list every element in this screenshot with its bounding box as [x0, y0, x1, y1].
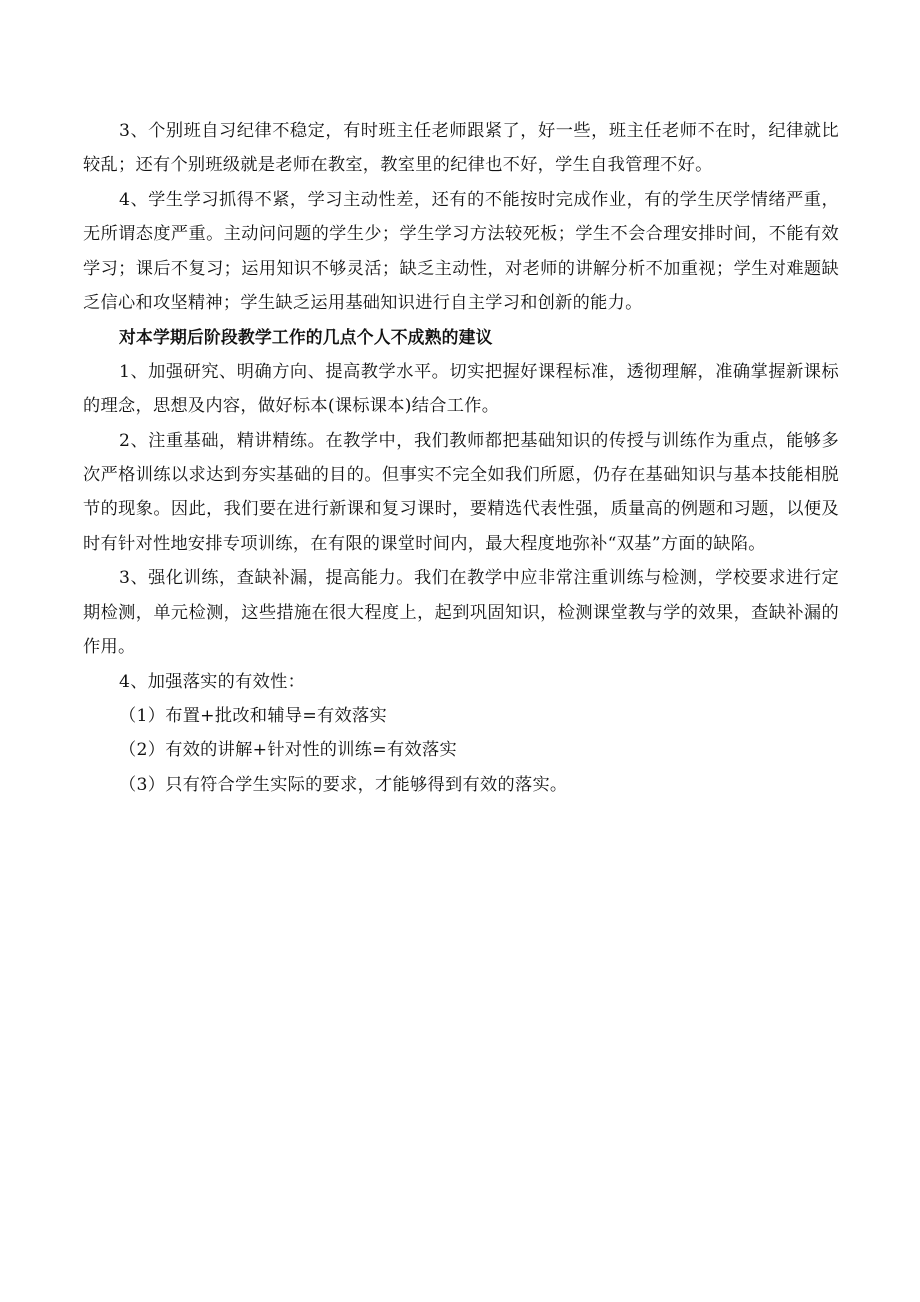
suggestion-2: 2、注重基础，精讲精练。在教学中，我们教师都把基础知识的传授与训练作为重点，能够多次严格训练以求达到夯实基础的目的。但事实不完全如我们所愿，仍存在基础知识与基本技能相脱节的现象。因此，我们要在进行新课和复习课时，要精选代表性强，质量高的例题和习题，以便及时有针对性地安排专项训练，在有限的课堂时间内，最大程度地弥补“双基”方面的缺陷。 — [83, 430, 839, 554]
document-page — [83, 114, 839, 802]
paragraph-learning-attitude: 4、学生学习抓得不紧，学习主动性差，还有的不能按时完成作业，有的学生厌学情绪严重，无所谓态度严重。主动问问题的学生少；学生学习方法较死板；学生不会合理安排时间，不能有效学习；课后不复习；运用知识不够灵活；缺乏主动性，对老师的讲解分析不加重视；学生对难题缺乏信心和攻坚精神；学生缺乏运用基础知识进行自主学习和创新的能力。 — [83, 189, 839, 314]
suggestion-4: 4、加强落实的有效性： — [119, 671, 306, 692]
section-heading: 对本学期后阶段教学工作的几点个人不成熟的建议 — [119, 327, 493, 348]
effectiveness-item-3: （3）只有符合学生实际的要求，才能够得到有效的落实。 — [119, 774, 568, 795]
effectiveness-item-1: （1）布置+批改和辅导=有效落实 — [119, 705, 387, 726]
paragraph-discipline: 3、个别班自习纪律不稳定，有时班主任老师跟紧了，好一些，班主任老师不在时，纪律就比较乱；还有个别班级就是老师在教室，教室里的纪律也不好，学生自我管理不好。 — [83, 121, 839, 176]
suggestion-3: 3、强化训练，查缺补漏，提高能力。我们在教学中应非常注重训练与检测，学校要求进行定期检测，单元检测，这些措施在很大程度上，起到巩固知识，检测课堂教与学的效果，查缺补漏的作用。 — [83, 568, 839, 658]
suggestion-1: 1、加强研究、明确方向、提高教学水平。切实把握好课程标准，透彻理解，准确掌握新课标的理念，思想及内容，做好标本(课标课本)结合工作。 — [83, 361, 839, 417]
effectiveness-item-2: （2）有效的讲解+针对性的训练=有效落实 — [119, 740, 457, 761]
